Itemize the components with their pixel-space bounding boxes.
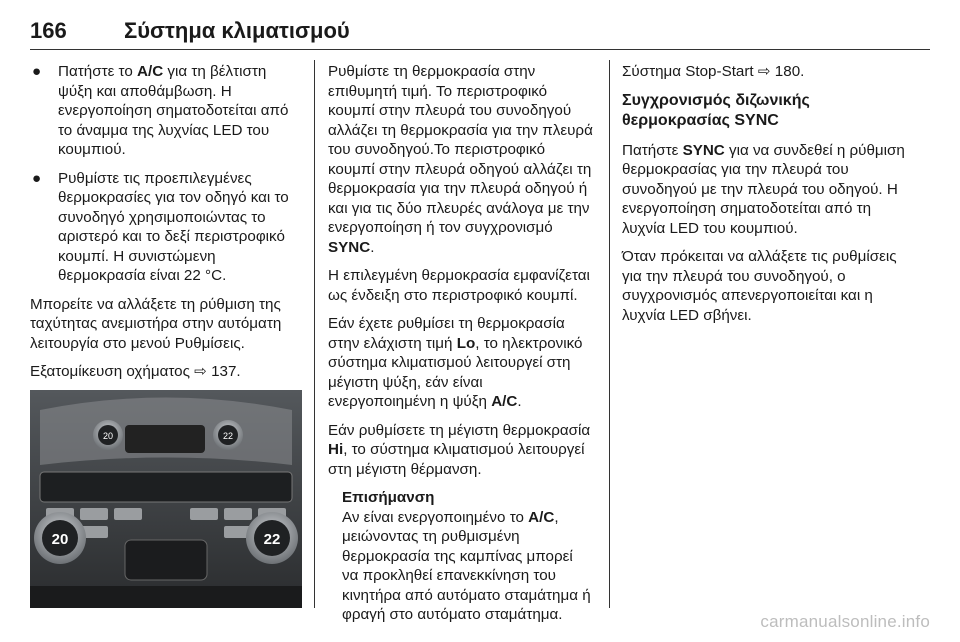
- column-3: [622, 62, 912, 334]
- lo-paragraph-end: .: [517, 393, 522, 410]
- hi-paragraph: [328, 421, 593, 480]
- header-rule: [30, 49, 930, 50]
- note-box: [328, 488, 593, 625]
- sync-deactivate-paragraph: Όταν πρόκειται να αλλάξετε τις ρυθμίσεις για την πλευρά του συνοδηγού, ο συγχρονισμός απενεργοποιείται και η λυχνία LED σβήνει.: [622, 248, 897, 324]
- sync-paragraph-end: .: [370, 238, 375, 256]
- svg-text:20: 20: [102, 431, 114, 441]
- sync-press-post: για να συνδεθεί η ρύθμιση θερμοκρασίας για την πλευρά του συνοδηγού με την πλευρά του οδηγού. Η ενεργοποίηση σηματοδοτείται από τη λυχνία LED του κουμπιού.: [622, 141, 905, 237]
- bullet-ac-text-post: για τη βέλτιστη ψύξη και αποθάμβωση. Η ενεργοποίηση σηματοδοτείται από το άναμμα της λυχνίας LED του κουμπιού.: [58, 63, 289, 158]
- note-text-post: , μειώνοντας τη ρυθμισμένη θερμοκρασία της καμπίνας μπορεί να προκληθεί επανεκκίνηση του κινητήρα από αυτόματο σταμάτημα ή φραγή στο αυτόματο σταμάτημα.: [342, 508, 591, 623]
- lo-paragraph-pre: Εάν έχετε ρυθμίσει τη θερμοκρασία στην ελάχιστη τιμή: [328, 315, 565, 352]
- svg-text:22: 22: [222, 431, 234, 441]
- chapter-title: Σύστημα κλιματισμού: [124, 18, 350, 43]
- sync-paragraph-text: Ρυθμίστε τη θερμοκρασία στην επιθυμητή τιμή. Το περιστροφικό κουμπί στην πλευρά του συνοδηγού αλλάζει τη θερμοκρασία για την πλευρά του συνοδηγού.Το περιστροφικό κουμπί στην πλευρά οδηγού αλλάζει τη θερμοκρασία για την πλευρά οδηγού ή και για τις δύο πλευρές ανάλογα με την ενεργοποίηση ή τον συγχρονισμό: [328, 63, 593, 236]
- climate-control-panel-photo: [30, 390, 302, 608]
- left-temperature-knob: [34, 512, 86, 564]
- page-header: [30, 18, 930, 48]
- hi-paragraph-post: , το σύστημα κλιματισμού λειτουργεί στη μέγιστη θέρμανση.: [328, 441, 585, 478]
- bullet-temperatures: [30, 169, 302, 286]
- personalisation-reference: Εξατομίκευση οχήματος ⇨ 137.: [30, 363, 241, 380]
- note-text: [342, 508, 593, 625]
- sync-key: SYNC: [682, 141, 725, 159]
- column-divider: [609, 60, 610, 608]
- sync-key: SYNC: [328, 238, 371, 256]
- stop-start-reference: Σύστημα Stop-Start ⇨ 180.: [622, 63, 805, 80]
- sync-paragraph: [328, 62, 593, 257]
- top-left-knob: [93, 420, 123, 450]
- sync-press-pre: Πατήστε: [622, 141, 683, 159]
- page-number: 166: [30, 18, 67, 43]
- ac-key: A/C: [491, 393, 518, 410]
- ac-key: A/C: [137, 63, 164, 80]
- svg-text:20: 20: [51, 531, 69, 548]
- lo-paragraph: [328, 314, 593, 412]
- bullet-dot-icon: ●: [32, 169, 42, 187]
- lo-paragraph-mid: , το ηλεκτρονικό σύστημα κλιματισμού λειτουργεί στη μέγιστη ψύξη, εάν είναι ενεργοποιημένη η ψύξη: [328, 334, 583, 410]
- display-paragraph: Η επιλεγμένη θερμοκρασία εμφανίζεται ως ένδειξη στο περιστροφικό κουμπί.: [328, 267, 590, 304]
- bullet-ac: [30, 62, 302, 160]
- section-heading-sync: Συγχρονισμός διζωνικής θερμοκρασίας SYNC: [622, 91, 810, 129]
- right-temperature-knob: [246, 512, 298, 564]
- note-text-pre: Αν είναι ενεργοποιημένο το: [342, 508, 529, 526]
- hi-key: Hi: [328, 441, 344, 458]
- fan-speed-paragraph: Μπορείτε να αλλάξετε τη ρύθμιση της ταχύτητας ανεμιστήρα στην αυτόματη λειτουργία στο μενού Ρυθμίσεις.: [30, 295, 282, 352]
- column-divider: [314, 60, 315, 608]
- hi-paragraph-pre: Εάν ρυθμίσετε τη μέγιστη θερμοκρασία: [328, 421, 591, 439]
- lo-key: Lo: [456, 334, 476, 352]
- ac-key: A/C: [528, 508, 555, 526]
- bullet-ac-text-pre: Πατήστε το: [58, 63, 138, 80]
- column-2: [328, 62, 593, 625]
- top-right-knob: [213, 420, 243, 450]
- sync-press-paragraph: [622, 141, 912, 239]
- watermark: carmanualsonline.info: [760, 612, 930, 631]
- svg-text:22: 22: [263, 531, 281, 548]
- note-title: Επισήμανση: [342, 489, 435, 506]
- bullet-temperatures-text: Ρυθμίστε τις προεπιλεγμένες θερμοκρασίες για τον οδηγό και το συνοδηγό χρησιμοποιώντας το αριστερό και το δεξί περιστροφικό κουμπί. Η συνιστώμενη θερμοκρασία είναι 22 °C.: [58, 169, 289, 284]
- column-1: [30, 62, 302, 421]
- bullet-dot-icon: ●: [32, 63, 42, 80]
